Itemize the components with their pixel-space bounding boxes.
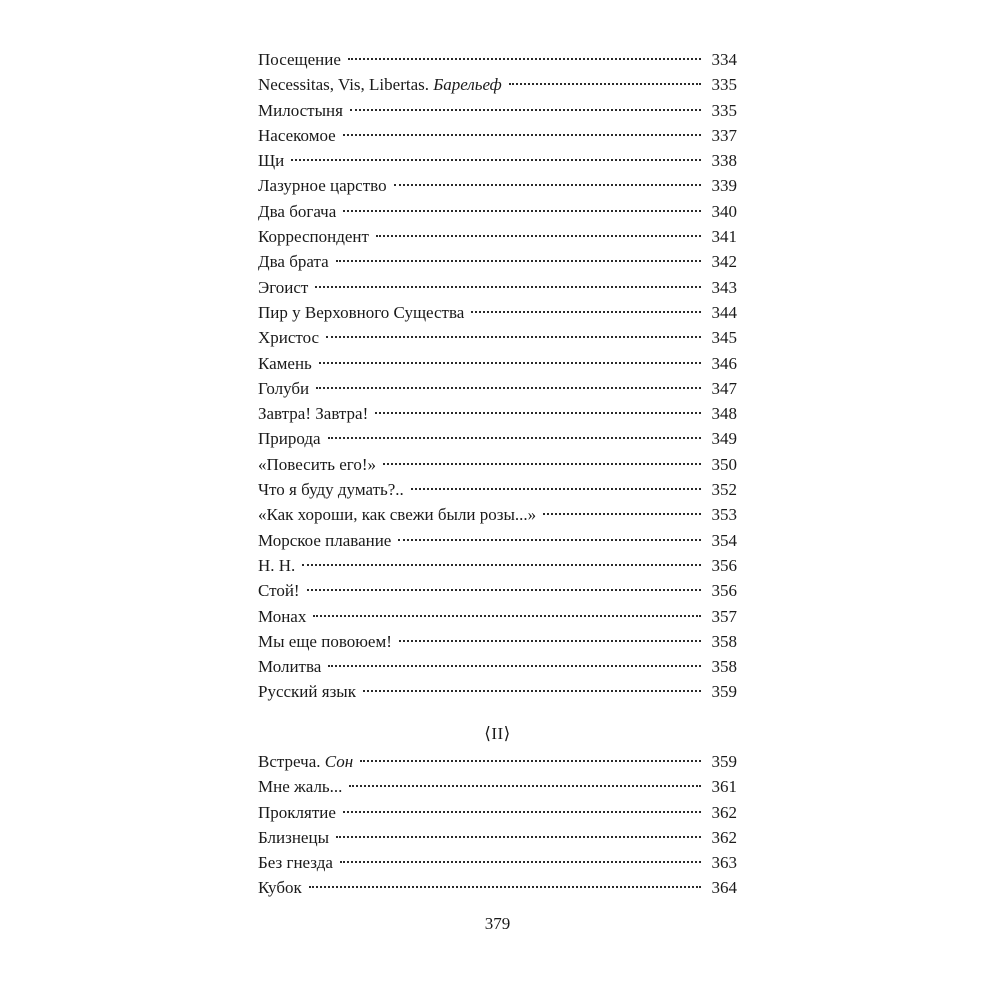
toc-entry-title bbox=[258, 300, 464, 325]
toc-entry-title-text: Христос bbox=[258, 328, 320, 348]
toc-entry-page-number: 344 bbox=[711, 302, 737, 322]
toc-entry-page-number: 350 bbox=[711, 454, 737, 474]
toc-entry-title-text: Посещение bbox=[258, 50, 341, 69]
toc-entry bbox=[258, 654, 737, 679]
toc-entry-title-text: Морское плавание bbox=[258, 530, 392, 550]
dot-leader bbox=[343, 210, 701, 212]
toc-entry-title bbox=[258, 224, 369, 249]
toc-entry-page-number: 346 bbox=[711, 353, 737, 373]
toc-entry bbox=[258, 275, 737, 300]
toc-entry bbox=[258, 452, 737, 477]
toc-entry-title bbox=[258, 47, 341, 72]
toc-entry bbox=[258, 477, 737, 502]
toc-entry-genre: Сон bbox=[324, 752, 354, 771]
toc-entry-page-number: 361 bbox=[711, 777, 737, 797]
dot-leader bbox=[291, 159, 701, 161]
toc-entry bbox=[258, 351, 737, 376]
toc-entry-title-text: Милостыня bbox=[258, 100, 343, 120]
toc-entry-page-number: 338 bbox=[711, 151, 737, 171]
toc-entry bbox=[258, 123, 737, 148]
toc-entry bbox=[258, 199, 737, 224]
toc-entry-title-text: Два богача bbox=[258, 201, 337, 221]
toc-entry-title bbox=[258, 553, 295, 578]
toc-entry-page-number: 340 bbox=[711, 201, 737, 221]
toc-entry-title-text: Кубок bbox=[258, 878, 302, 898]
toc-entry-title bbox=[258, 199, 336, 224]
toc-entry bbox=[258, 629, 737, 654]
toc-entry-title-text: Молитва bbox=[258, 657, 322, 677]
toc-entry-title bbox=[258, 774, 342, 799]
toc-entry-page-number: 356 bbox=[711, 581, 737, 601]
toc-entry-title-text: Камень bbox=[258, 353, 312, 373]
toc-entry-title-text: Пир у Верховного Существа bbox=[258, 302, 465, 322]
toc-entry-page-number: 362 bbox=[711, 827, 737, 847]
toc-entry-page-number: 345 bbox=[711, 328, 737, 348]
dot-leader bbox=[328, 665, 701, 667]
dot-leader bbox=[316, 387, 701, 389]
toc-entry-page-number: 339 bbox=[711, 176, 737, 196]
toc-entry-title bbox=[258, 452, 376, 477]
dot-leader bbox=[309, 886, 701, 888]
toc-entry-title bbox=[258, 578, 300, 603]
toc-entry-title-text: Природа bbox=[258, 429, 321, 449]
toc-entry bbox=[258, 426, 737, 451]
dot-leader bbox=[326, 336, 701, 338]
dot-leader bbox=[399, 640, 701, 642]
toc-entry-title bbox=[258, 502, 536, 527]
toc-entry bbox=[258, 325, 737, 350]
toc-entry-title-text: Мы еще повоюем! bbox=[258, 631, 392, 651]
toc-entry-title-text: «Повесить его!» bbox=[258, 454, 377, 474]
toc-entry-page-number: 357 bbox=[711, 606, 737, 626]
toc-entry-title-text: Близнецы bbox=[258, 827, 329, 847]
toc-entry-title bbox=[258, 749, 353, 774]
toc-entry-title bbox=[258, 654, 321, 679]
toc-entry-title-text: Лазурное царство bbox=[258, 176, 387, 196]
toc-entry-title bbox=[258, 825, 329, 850]
dot-leader bbox=[313, 615, 701, 617]
toc-entry bbox=[258, 300, 737, 325]
dot-leader bbox=[307, 589, 701, 591]
toc-entry bbox=[258, 528, 737, 553]
toc-entry bbox=[258, 224, 737, 249]
toc-entry-title-text: Necessitas, Vis, Libertas. bbox=[258, 75, 434, 95]
toc-entry-title-text: Встреча. bbox=[258, 752, 325, 771]
toc-entry-page-number: 364 bbox=[711, 878, 737, 898]
toc-entry-title-text: Русский язык bbox=[258, 682, 356, 702]
toc-entry-title bbox=[258, 426, 321, 451]
dot-leader bbox=[336, 260, 701, 262]
dot-leader bbox=[328, 437, 701, 439]
toc-entry-page-number: 358 bbox=[711, 631, 737, 651]
toc-entry-genre: Барельеф bbox=[433, 75, 502, 95]
dot-leader bbox=[471, 311, 701, 313]
dot-leader bbox=[343, 134, 701, 136]
dot-leader bbox=[340, 861, 701, 863]
toc-entry-title bbox=[258, 123, 336, 148]
toc-entry-title bbox=[258, 351, 312, 376]
toc-entry bbox=[258, 401, 737, 426]
toc-entry-page-number: 335 bbox=[711, 75, 737, 95]
toc-entry-page-number: 359 bbox=[711, 752, 737, 771]
toc-entry-title bbox=[258, 376, 309, 401]
toc-list-part-two bbox=[258, 749, 737, 901]
toc-entry bbox=[258, 72, 737, 97]
toc-entry-page-number: 337 bbox=[711, 125, 737, 145]
dot-leader bbox=[302, 564, 701, 566]
dot-leader bbox=[349, 785, 701, 787]
dot-leader bbox=[376, 235, 701, 237]
toc-entry-title-text: Мне жаль... bbox=[258, 777, 343, 797]
toc-entry-page-number: 349 bbox=[711, 429, 737, 449]
dot-leader bbox=[543, 513, 701, 515]
toc-entry-title bbox=[258, 477, 404, 502]
dot-leader bbox=[348, 58, 701, 60]
dot-leader bbox=[319, 362, 701, 364]
dot-leader bbox=[315, 286, 701, 288]
toc-entry bbox=[258, 376, 737, 401]
toc-entry-page-number: 359 bbox=[711, 682, 737, 702]
toc-entry-page-number: 353 bbox=[711, 505, 737, 525]
toc-entry-page-number: 335 bbox=[711, 100, 737, 120]
toc-entry bbox=[258, 502, 737, 527]
toc-entry-title bbox=[258, 325, 319, 350]
toc-entry-title-text: Н. Н. bbox=[258, 555, 296, 575]
toc-entry-title-text: Насекомое bbox=[258, 125, 336, 145]
toc-entry-page-number: 334 bbox=[711, 50, 737, 69]
toc-entry-title-text: Два брата bbox=[258, 252, 329, 272]
toc-entry-title bbox=[258, 629, 392, 654]
toc-entry-title bbox=[258, 679, 356, 704]
toc-entry-page-number: 348 bbox=[711, 404, 737, 424]
toc-entry-page-number: 354 bbox=[711, 530, 737, 550]
toc-entry bbox=[258, 98, 737, 123]
toc-entry-title-text: Монах bbox=[258, 606, 307, 626]
dot-leader bbox=[375, 412, 701, 414]
section-heading-ii: ⟨II⟩ bbox=[484, 724, 511, 743]
toc-entry-title bbox=[258, 98, 343, 123]
toc-entry-title-text: Эгоист bbox=[258, 277, 309, 297]
toc-entry bbox=[258, 875, 737, 900]
toc-entry-title-text: Без гнезда bbox=[258, 853, 333, 873]
toc-entry bbox=[258, 553, 737, 578]
toc-entry-title-text: Проклятие bbox=[258, 802, 336, 822]
dot-leader bbox=[360, 760, 701, 762]
toc-entry-title bbox=[258, 72, 502, 97]
dot-leader bbox=[509, 83, 701, 85]
dot-leader bbox=[343, 811, 701, 813]
toc-entry-page-number: 347 bbox=[711, 378, 737, 398]
toc-entry-title bbox=[258, 850, 333, 875]
toc-entry-title bbox=[258, 148, 284, 173]
toc-entry-title bbox=[258, 875, 302, 900]
toc-entry-title bbox=[258, 401, 368, 426]
dot-leader bbox=[336, 836, 701, 838]
toc-entry bbox=[258, 825, 737, 850]
toc-entry-page-number: 363 bbox=[711, 853, 737, 873]
toc-entry bbox=[258, 249, 737, 274]
toc-entry bbox=[258, 148, 737, 173]
toc-entry-page-number: 362 bbox=[711, 802, 737, 822]
dot-leader bbox=[411, 488, 701, 490]
toc-entry-title bbox=[258, 275, 308, 300]
toc-entry-title bbox=[258, 604, 306, 629]
toc-entry-page-number: 356 bbox=[711, 555, 737, 575]
toc-entry-page-number: 342 bbox=[711, 252, 737, 272]
toc-entry-title bbox=[258, 173, 387, 198]
dot-leader bbox=[383, 463, 701, 465]
toc-entry-title-text: Голуби bbox=[258, 378, 310, 398]
toc-entry-title-text: Что я буду думать?.. bbox=[258, 480, 404, 500]
toc-entry bbox=[258, 173, 737, 198]
toc-entry-page-number: 358 bbox=[711, 657, 737, 677]
toc-entry-page-number: 343 bbox=[711, 277, 737, 297]
toc-entry-title-text: Стой! bbox=[258, 581, 300, 601]
toc-entry-title bbox=[258, 800, 336, 825]
dot-leader bbox=[398, 539, 701, 541]
toc-entry-page-number: 341 bbox=[711, 227, 737, 247]
toc-entry-title-text: Завтра! Завтра! bbox=[258, 404, 369, 424]
toc-entry bbox=[258, 47, 737, 72]
toc-list-part-one bbox=[258, 47, 737, 705]
toc-entry-title-text: «Как хороши, как свежи были розы...» bbox=[258, 505, 537, 525]
toc-entry-title-text: Щи bbox=[258, 151, 285, 171]
page-number: 379 bbox=[484, 914, 511, 933]
toc-entry bbox=[258, 774, 737, 799]
toc-entry bbox=[258, 604, 737, 629]
toc-entry bbox=[258, 679, 737, 704]
toc-entry-page-number: 352 bbox=[711, 480, 737, 500]
dot-leader bbox=[363, 690, 701, 692]
dot-leader bbox=[394, 184, 701, 186]
toc-entry-title bbox=[258, 528, 391, 553]
toc-entry bbox=[258, 850, 737, 875]
toc-entry-title bbox=[258, 249, 329, 274]
toc-entry-title-text: Корреспондент bbox=[258, 227, 369, 247]
dot-leader bbox=[350, 109, 701, 111]
toc-entry bbox=[258, 749, 737, 774]
toc-entry bbox=[258, 800, 737, 825]
toc-entry bbox=[258, 578, 737, 603]
